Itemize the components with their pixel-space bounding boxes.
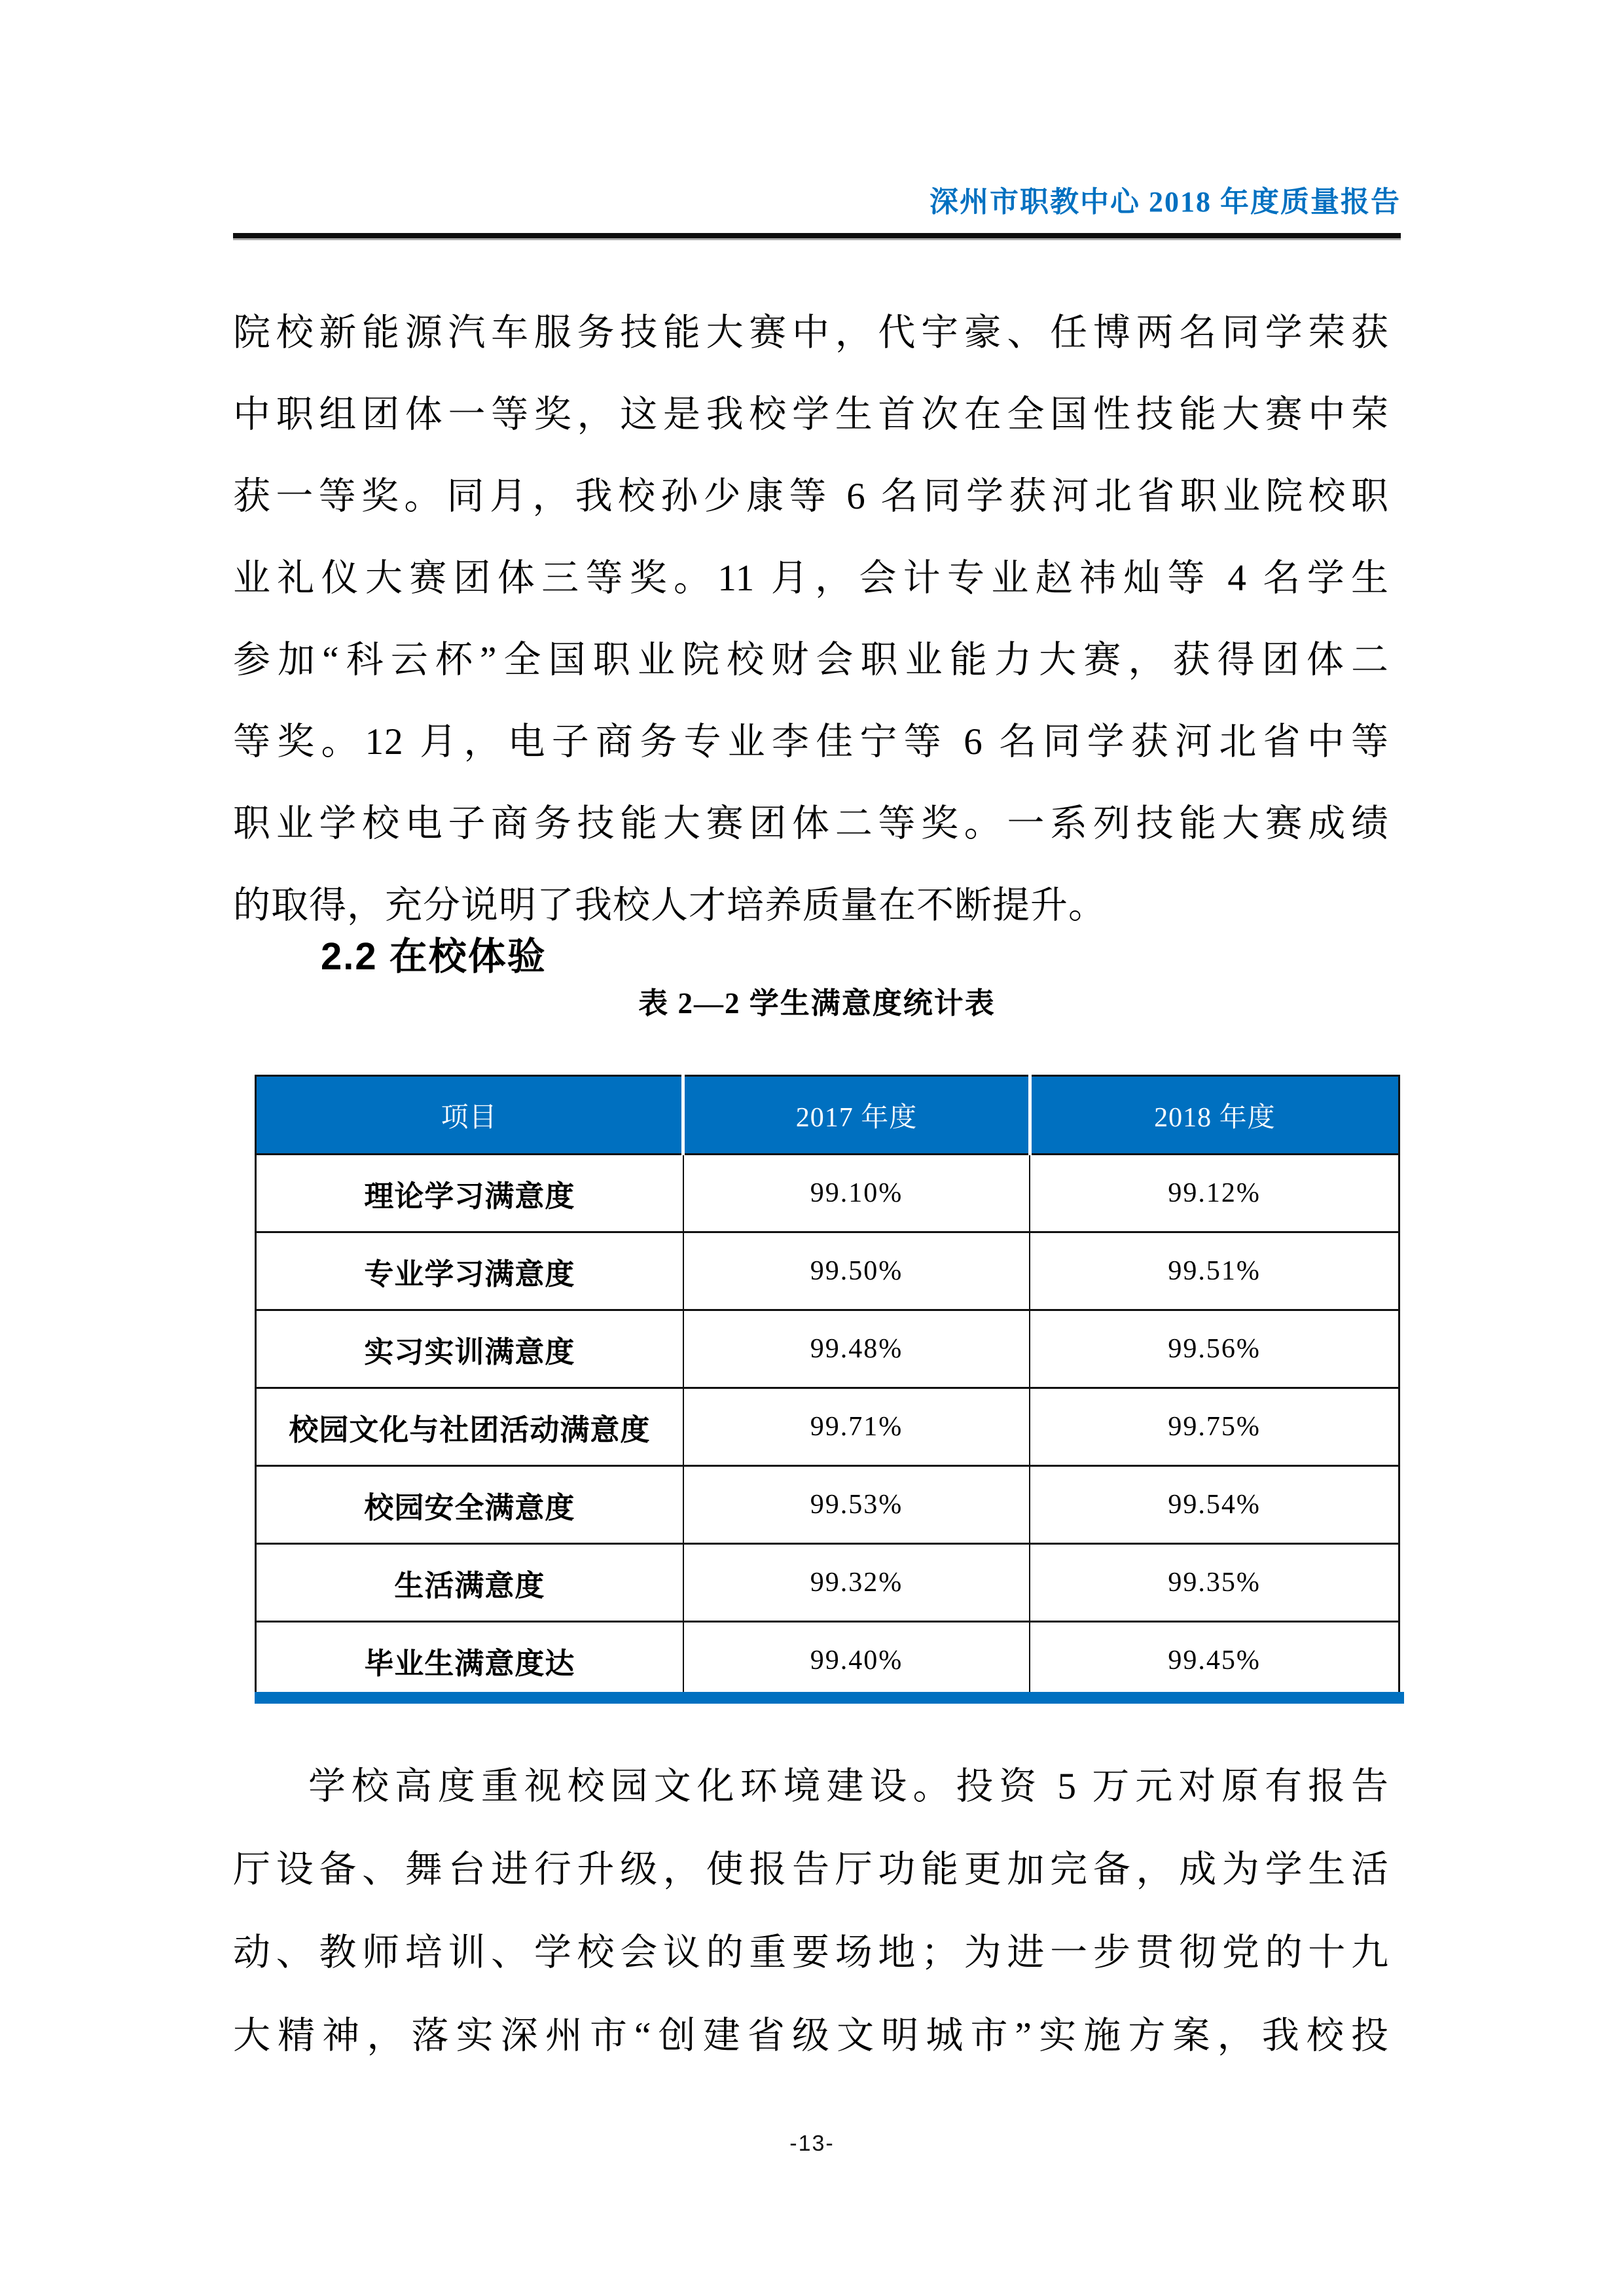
paragraph-line: 职业学校电子商务技能大赛团体二等奖。一系列技能大赛成绩 (233, 803, 1389, 844)
paragraph-line: 业礼仪大赛团体三等奖。11 月，会计专业赵祎灿等 4 名学生 (233, 558, 1389, 599)
paragraph-campus-culture (233, 1745, 1389, 2077)
row-value-2017: 99.40% (683, 1622, 1030, 1700)
row-value-2017: 99.53% (683, 1466, 1030, 1544)
row-item-label: 校园文化与社团活动满意度 (256, 1388, 683, 1466)
row-value-2018: 99.51% (1030, 1232, 1399, 1310)
satisfaction-table-body (256, 1155, 1399, 1700)
row-value-2018: 99.35% (1030, 1544, 1399, 1622)
paragraph-line: 参加“科云杯”全国职业院校财会职业能力大赛，获得团体二 (233, 639, 1389, 681)
row-value-2017: 99.71% (683, 1388, 1030, 1466)
row-value-2018: 99.54% (1030, 1466, 1399, 1544)
table-row (256, 1310, 1399, 1388)
row-item-label: 实习实训满意度 (256, 1310, 683, 1388)
table-bottom-accent-bar (255, 1692, 1404, 1704)
column-header-2018: 2018 年度 (1030, 1076, 1399, 1155)
paragraph-line: 等奖。12 月，电子商务专业李佳宁等 6 名同学获河北省中等 (233, 721, 1389, 762)
row-value-2018: 99.75% (1030, 1388, 1399, 1466)
table-caption: 表 2—2 学生满意度统计表 (638, 987, 996, 1020)
table-row (256, 1388, 1399, 1466)
row-value-2017: 99.32% (683, 1544, 1030, 1622)
row-value-2018: 99.56% (1030, 1310, 1399, 1388)
page-header-title: 深州市职教中心 2018 年度质量报告 (929, 186, 1401, 218)
table-row (256, 1232, 1399, 1310)
column-header-item: 项目 (256, 1076, 683, 1155)
paragraph-line: 动、教师培训、学校会议的重要场地；为进一步贯彻党的十九 (233, 1932, 1389, 1973)
table-header-row (256, 1076, 1399, 1155)
table-row (256, 1155, 1399, 1232)
row-value-2018: 99.45% (1030, 1622, 1399, 1700)
row-item-label: 生活满意度 (256, 1544, 683, 1622)
header-divider-rule (233, 233, 1401, 240)
column-header-2017: 2017 年度 (683, 1076, 1030, 1155)
paragraph-line: 大精神，落实深州市“创建省级文明城市”实施方案，我校投 (233, 2015, 1389, 2056)
paragraph-skill-competitions (233, 292, 1389, 946)
row-item-label: 专业学习满意度 (256, 1232, 683, 1310)
table-row (256, 1544, 1399, 1622)
page-number: -13- (789, 2131, 835, 2156)
paragraph-line: 厅设备、舞台进行升级，使报告厅功能更加完备，成为学生活 (233, 1849, 1389, 1890)
row-value-2017: 99.10% (683, 1155, 1030, 1232)
paragraph-line: 获一等奖。同月，我校孙少康等 6 名同学获河北省职业院校职 (233, 476, 1389, 517)
table-row (256, 1466, 1399, 1544)
paragraph-line: 院校新能源汽车服务技能大赛中，代宇豪、任博两名同学荣获 (233, 312, 1389, 353)
row-item-label: 校园安全满意度 (256, 1466, 683, 1544)
paragraph-line: 的取得，充分说明了我校人才培养质量在不断提升。 (233, 885, 1106, 926)
table-row (256, 1622, 1399, 1700)
student-satisfaction-table (255, 1075, 1400, 1700)
row-item-label: 毕业生满意度达 (256, 1622, 683, 1700)
section-heading-campus-experience: 2.2 在校体验 (321, 935, 547, 978)
row-value-2017: 99.48% (683, 1310, 1030, 1388)
row-value-2017: 99.50% (683, 1232, 1030, 1310)
row-value-2018: 99.12% (1030, 1155, 1399, 1232)
paragraph-line: 学校高度重视校园文化环境建设。投资 5 万元对原有报告 (308, 1766, 1389, 1807)
row-item-label: 理论学习满意度 (256, 1155, 683, 1232)
paragraph-line: 中职组团体一等奖，这是我校学生首次在全国性技能大赛中荣 (233, 394, 1389, 435)
